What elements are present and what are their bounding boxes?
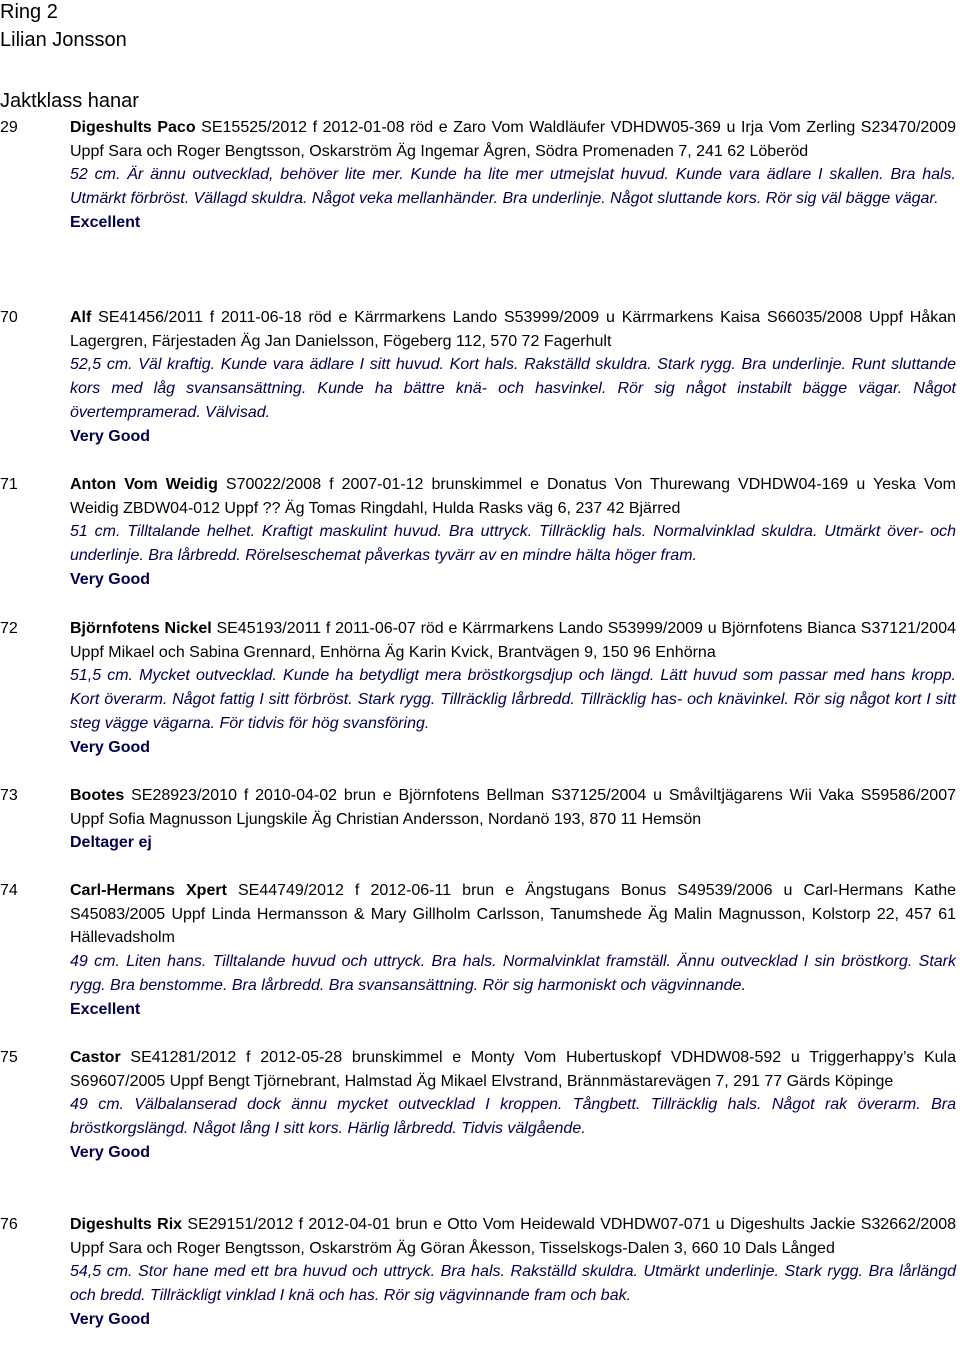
- entry-73: [0, 784, 960, 855]
- grade: Very Good: [70, 570, 151, 588]
- grade: Very Good: [70, 1310, 151, 1328]
- entry-72: [0, 617, 960, 759]
- entry-info: [70, 784, 956, 831]
- dog-name: Anton Vom Weidig: [70, 476, 218, 493]
- grade: Excellent: [70, 1000, 141, 1018]
- entry-info: [70, 473, 956, 520]
- entry-71: [0, 473, 960, 592]
- judge-critique: 54,5 cm. Stor hane med ett bra huvud och uttryck. Bra hals. Rakställd skuldra. Utmärkt underlinje. Stark rygg. Bra lårlängd och bredd. Tillräckligt vinklad I knä och has. Rör sig vägvinnande fram och bak.: [70, 1263, 956, 1305]
- dog-name: Castor: [70, 1049, 121, 1066]
- entry-number: 75: [0, 1049, 18, 1066]
- entry-info: [70, 116, 956, 163]
- judge-critique: 49 cm. Liten hans. Tilltalande huvud och uttryck. Bra hals. Normalvinklat framställ. Ännu outvecklad I sin bröstkorg. Stark rygg. Bra benstomme. Bra lårbredd. Bra svansansättning. Rör sig harmoniskt och vägvinnande.: [70, 953, 956, 994]
- dog-details: SE41456/2011 f 2011-06-18 röd e Kärrmarkens Lando S53999/2009 u Kärrmarkens Kaisa S66035/2008 Uppf Håkan Lagergren, Färjestaden Äg Jan Danielsson, Fögeberg 112, 570 72 Fagerhult: [70, 309, 956, 350]
- entry-info: [70, 306, 956, 353]
- judge-name: Lilian Jonsson: [0, 29, 127, 51]
- dog-details: SE29151/2012 f 2012-04-01 brun e Otto Vom Heidewald VDHDW07-071 u Digeshults Jackie S32662/2008 Uppf Sara och Roger Bengtsson, Oskarström Äg Göran Åkesson, Tisselskogs-Dalen 3, 660 10 Dals Långed: [70, 1216, 957, 1257]
- grade: Deltager ej: [70, 834, 152, 852]
- entry-number: 74: [0, 882, 18, 899]
- dog-name: Björnfotens Nickel: [70, 620, 212, 637]
- entry-number: 72: [0, 620, 18, 637]
- dog-details: SE28923/2010 f 2010-04-02 brun e Björnfotens Bellman S37125/2004 u Småviltjägarens Wii Vaka S59586/2007 Uppf Sofia Magnusson Ljungskile Äg Christian Andersson, Nordanö 193, 870 11 Hemsön: [70, 787, 956, 828]
- entry-info: [70, 1046, 956, 1093]
- dog-name: Carl-Hermans Xpert: [70, 882, 227, 899]
- judge-critique: 52,5 cm. Väl kraftig. Kunde vara ädlare I sitt huvud. Kort hals. Rakställd skuldra. Stark rygg. Bra underlinje. Runt sluttande kors med låg svansansättning. Kunde ha bättre knä- och hasvinkel. Rör sig något instabilt bägge vägar. Något övertempramerad. Välvisad.: [70, 356, 956, 421]
- entry-info: [70, 617, 956, 664]
- entry-75: [0, 1046, 960, 1165]
- entry-70: [0, 306, 960, 448]
- dog-details: SE15525/2012 f 2012-01-08 röd e Zaro Vom Waldläufer VDHDW05-369 u Irja Vom Zerling S23470/2009 Uppf Sara och Roger Bengtsson, Oskarström Äg Ingemar Ågren, Södra Promenaden 7, 241 62 Löberöd: [70, 119, 956, 160]
- entry-number: 73: [0, 787, 18, 804]
- entry-number: 70: [0, 309, 18, 326]
- dog-name: Bootes: [70, 787, 125, 804]
- class-title: Jaktklass hanar: [0, 90, 139, 112]
- grade: Excellent: [70, 213, 141, 231]
- entry-29: [0, 116, 960, 235]
- ring-label: Ring 2: [0, 1, 58, 23]
- judge-critique: 49 cm. Välbalanserad dock ännu mycket outvecklad I kroppen. Tångbett. Tillräcklig hals. Något rak överarm. Bra bröstkorgslängd. Något lång I sitt kors. Härlig lårbredd. Tidvis välgående.: [70, 1096, 956, 1138]
- dog-name: Alf: [70, 309, 92, 326]
- dog-details: SE44749/2012 f 2012-06-11 brun e Ängstugans Bonus S49539/2006 u Carl-Hermans Kathe S45083/2005 Uppf Linda Hermansson & Mary Gillholm Carlsson, Tanumshede Äg Malin Magnusson, Kolstorp 22, 457 61 Hällevadsholm: [70, 882, 956, 947]
- grade: Very Good: [70, 738, 151, 756]
- judge-critique: 51,5 cm. Mycket outvecklad. Kunde ha betydligt mera bröstkorgsdjup och längd. Lätt huvud som passar med hans kropp. Kort överarm. Något fattig I sitt förbröst. Stark rygg. Tillräcklig lårbredd. Tillräcklig has- och knävinkel. Rör sig något kort I sitt steg vägge vägarna. För tidvis för hög svansföring.: [70, 667, 956, 732]
- entry-74: [0, 879, 960, 1021]
- entry-number: 76: [0, 1216, 18, 1233]
- dog-name: Digeshults Rix: [70, 1216, 183, 1233]
- judge-critique: 52 cm. Är ännu outvecklad, behöver lite mer. Kunde ha lite mer utmejslat huvud. Kunde vara ädlare I skallen. Bra hals. Utmärkt förbröst. Vällagd skuldra. Något veka mellanhänder. Bra underlinje. Något sluttande kors. Rör sig väl bägge vägar.: [70, 166, 956, 208]
- entry-76: [0, 1213, 960, 1332]
- dog-details: S70022/2008 f 2007-01-12 brunskimmel e Donatus Von Thurewang VDHDW04-169 u Yeska Vom Weidig ZBDW04-012 Uppf ?? Äg Tomas Ringdahl, Hulda Rasks väg 6, 237 42 Bjärred: [70, 476, 956, 517]
- dog-details: SE45193/2011 f 2011-06-07 röd e Kärrmarkens Lando S53999/2009 u Björnfotens Bianca S37121/2004 Uppf Mikael och Sabina Grennard, Enhörna Äg Karin Kvick, Brantvägen 9, 150 96 Enhörna: [70, 620, 957, 661]
- dog-details: SE41281/2012 f 2012-05-28 brunskimmel e Monty Vom Hubertuskopf VDHDW08-592 u Triggerhappy’s Kula S69607/2005 Uppf Bengt Tjörnebrant, Halmstad Äg Mikael Elvstrand, Brännmästarevägen 7, 291 77 Gärds Köpinge: [70, 1049, 956, 1090]
- entry-info: [70, 879, 956, 950]
- entry-info: [70, 1213, 956, 1260]
- dog-name: Digeshults Paco: [70, 119, 196, 136]
- entry-number: 29: [0, 119, 18, 136]
- entry-number: 71: [0, 476, 18, 493]
- grade: Very Good: [70, 1143, 151, 1161]
- judge-critique: 51 cm. Tilltalande helhet. Kraftigt maskulint huvud. Bra uttryck. Tillräcklig hals. Normalvinklad skuldra. Utmärkt över- och underlinje. Bra lårbredd. Rörelseschemat påverkas tyvärr av en mindre hälta höger fram.: [70, 523, 956, 565]
- grade: Very Good: [70, 427, 151, 445]
